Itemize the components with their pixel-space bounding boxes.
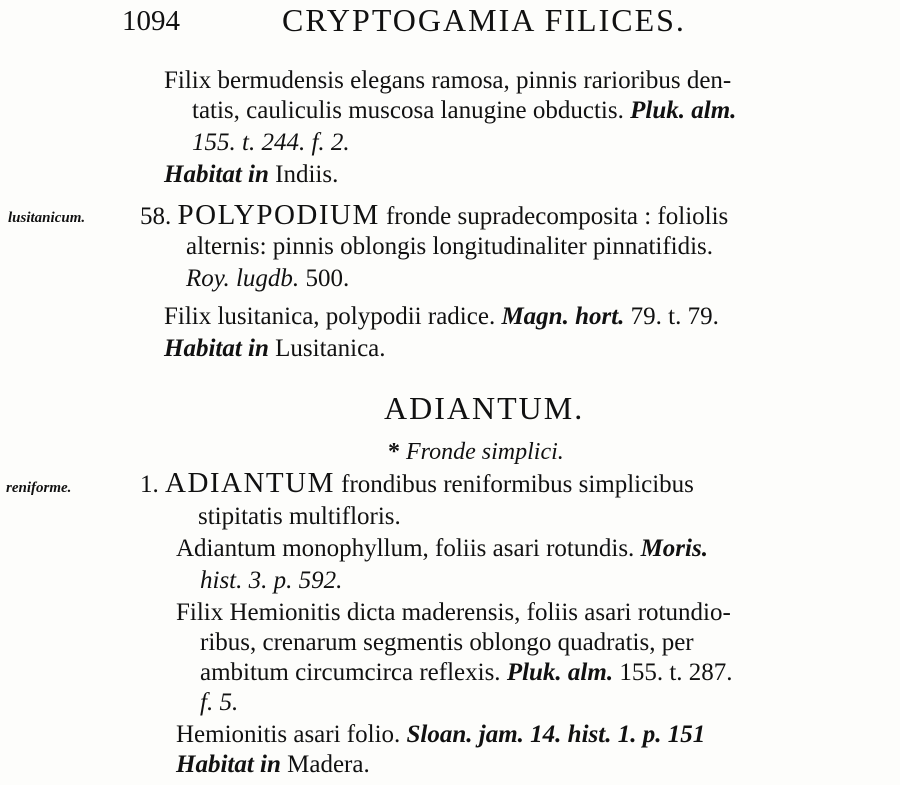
diagnosis-text: frondibus reniformibus simplicibus [341,471,694,498]
diagnosis-text: stipitatis multifloris. [198,503,401,530]
synonym-text: Adiantum monophyllum, foliis asari rotundis. [176,535,635,562]
entry-line [140,468,694,500]
entry-text: tatis, cauliculis muscosa lanugine obductis. [192,97,624,124]
synonym-text: ambitum circumcirca reflexis. [200,659,501,686]
reference-citation: hist. 3. p. 592. [200,567,343,594]
genus-name: ADIANTUM [165,467,335,499]
diagnosis-text: alternis: pinnis oblongis longitudinaliter pinnatifidis. [186,233,714,260]
habitat-line [164,160,338,190]
habitat-line [176,750,370,780]
entry-line [200,628,694,658]
subsection-title: Fronde simplici. [406,439,564,465]
habitat-place: Madera. [287,751,370,778]
entry-line [186,232,713,262]
reference-number: 155. t. 287. [619,659,733,686]
species-number: 1. [140,471,159,498]
reference-number: 79. t. 79. [630,303,719,330]
synonym-text: Filix lusitanica, polypodii radice. [164,303,496,330]
reference-author: Pluk. alm. [506,659,614,686]
reference-citation: f. 5. [200,689,239,716]
habitat-label: Habitat in [164,161,269,188]
page-number: 1094 [122,5,180,37]
synonym-text: ribus, crenarum segmentis oblongo quadratis, per [200,629,694,656]
habitat-place: Indiis. [275,161,339,188]
reference-author: Moris. [640,535,708,562]
entry-line [200,688,238,718]
margin-species-name: lusitanicum. [8,210,86,226]
synonym-line [164,302,719,332]
entry-line [140,200,728,232]
entry-line [192,96,736,126]
synonym-line [176,598,731,628]
asterisk-mark: * [388,439,400,465]
entry-line [200,658,733,688]
entry-text: Filix bermudensis elegans ramosa, pinnis rarioribus den- [164,67,732,94]
entry-line [186,264,349,294]
margin-species-name: reniforme. [6,480,72,496]
reference-author: Magn. hort. [501,303,625,330]
running-title: CRYPTOGAMIA FILICES. [282,2,686,38]
synonym-line [176,534,708,564]
synonym-text: Filix Hemionitis dicta maderensis, foliis asari rotundio- [176,599,731,626]
habitat-place: Lusitanica. [275,335,386,362]
genus-name: POLYPODIUM [177,199,380,231]
reference-author: Roy. lugdb. [186,265,300,292]
habitat-line [164,334,386,364]
entry-line [164,66,731,96]
reference-author: Pluk. alm. [630,97,737,124]
reference-number: 500. [305,265,350,292]
habitat-label: Habitat in [176,751,281,778]
subsection-heading [388,438,564,466]
reference-citation: 155. t. 244. f. 2. [192,129,350,156]
synonym-line [176,720,705,750]
diagnosis-text: fronde supradecomposita : foliolis [385,203,729,230]
entry-line [198,502,401,532]
entry-line [192,128,350,158]
synonym-text: Hemionitis asari folio. [176,721,401,748]
habitat-label: Habitat in [164,335,269,362]
species-number: 58. [140,203,172,230]
entry-line [200,566,342,596]
genus-section-heading: ADIANTUM. [384,390,585,426]
reference-citation: Sloan. jam. 14. hist. 1. p. 151 [406,721,706,748]
